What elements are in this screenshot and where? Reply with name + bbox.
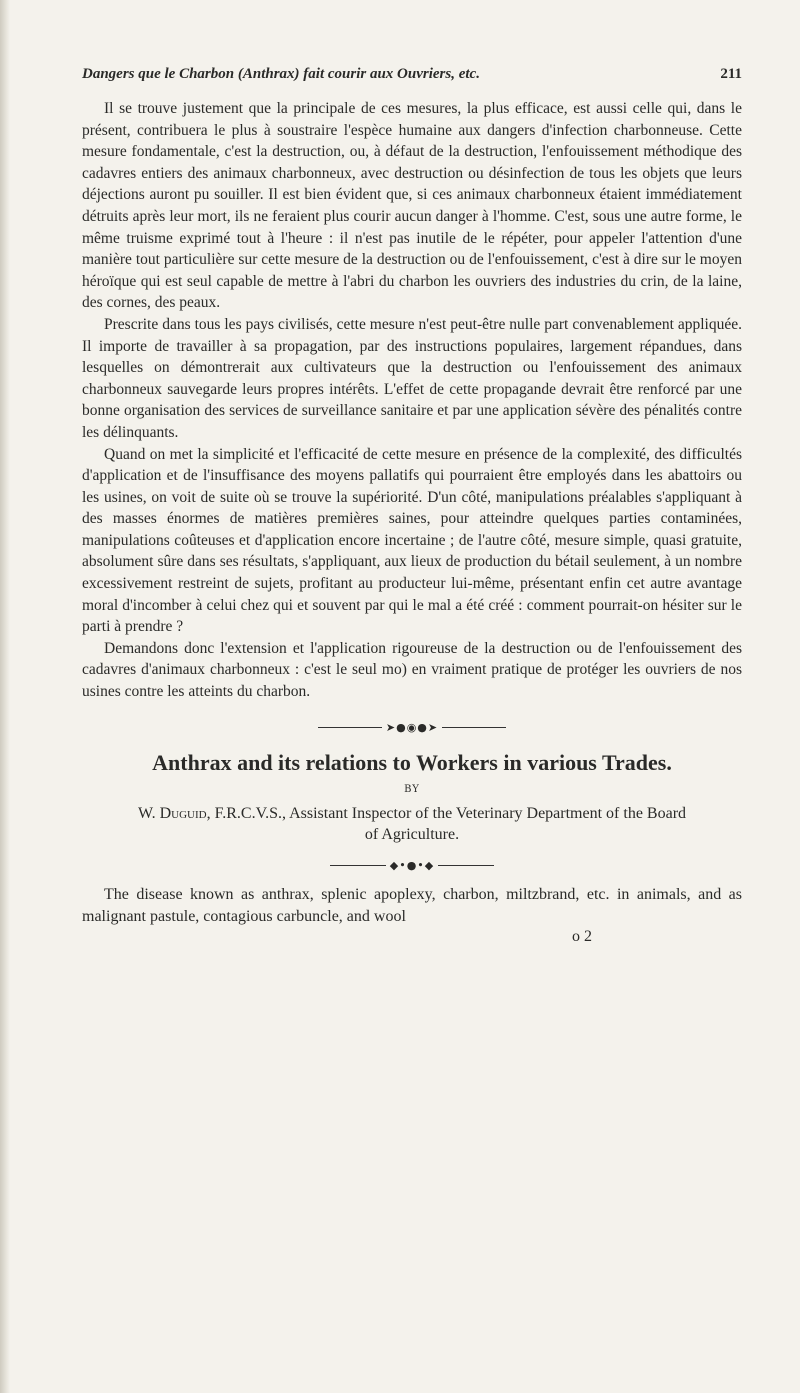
paragraph: Demandons donc l'extension et l'application rigoureuse de la destruction ou de l'enfouissement des cadavres d'animaux charbonneux : c'est le seul mo) en vraiment pratique de protéger les ouvriers de nos usines contre les atteints du charbon.: [82, 639, 742, 701]
paragraph: Prescrite dans tous les pays civilisés, cette mesure n'est peut-être nulle part convenablement appliquée. Il importe de travailler à sa propagation, par des instructions populaires, largement répandues, dans lesquelles on démontrerait aux cultivateurs que la destruction ou l'enfouissement des animaux charbonneux sauvegarde leurs propres intérêts. L'effet de cette propagande devrait être renforcé par une bonne organisation des services de surveillance sanitaire et par une application sévère des pénalités contre les délinquants.: [82, 315, 742, 441]
page-number: 211: [720, 66, 742, 82]
section-divider: [82, 859, 742, 872]
section-divider: [82, 721, 742, 734]
paragraph: Il se trouve justement que la principale de ces mesures, la plus efficace, est aussi celle qui, dans le présent, contribuera le plus à soustraire l'espèce humaine aux dangers d'infection charbonneuse. Cette mesure fondamentale, c'est la destruction, ou, à défaut de la destruction, l'enfouissement méthodique des cadavres entiers des animaux charbonneux, avec destruction ou désinfection de tous les objets que leurs déjections auront pu souiller. Il est bien évident que, si ces animaux charbonneux étaient immédiatement détruits après leur mort, ils ne feraient plus courir aucun danger à l'homme. C'est, sous une autre forme, le même truisme exprimé tout à l'heure : il n'est pas inutile de le répéter, pour appeler l'attention d'une manière tout particulière sur cette mesure de la destruction ou de l'enfouissement, c'est à dire sur le moyen héroïque qui est seul capable de mettre à l'abri du charbon les ouvriers des industries du crin, de la laine, des cornes, des peaux.: [82, 100, 742, 312]
book-page: [82, 66, 742, 946]
divider-ornament: ➤●◉●➤: [385, 720, 439, 734]
divider-rule: [442, 727, 506, 728]
divider-rule: [330, 865, 386, 866]
author-credit: [82, 803, 742, 845]
divider-rule: [438, 865, 494, 866]
page-gutter-shadow: [0, 0, 10, 1393]
english-text: [82, 884, 742, 928]
signature-mark: o 2: [572, 927, 592, 945]
running-header: [82, 66, 742, 88]
author-affiliation: , F.R.C.V.S., Assistant Inspector of the Veterinary Department of the Board of Agriculture.: [206, 804, 687, 843]
divider-ornament: ◆•●•◆: [389, 858, 435, 872]
byline-label: BY: [404, 783, 420, 795]
divider-rule: [318, 727, 382, 728]
running-title: Dangers que le Charbon (Anthrax) fait courir aux Ouvriers, etc.: [82, 66, 480, 82]
french-text: [82, 98, 742, 703]
article-title: Anthrax and its relations to Workers in various Trades.: [152, 749, 672, 775]
author-name: W. Duguid: [137, 804, 207, 822]
paragraph: Quand on met la simplicité et l'efficacité de cette mesure en présence de la complexité, des difficultés d'application et de l'insuffisance des moyens pallatifs qui pourraient être employés dans les abattoirs ou les usines, on voit de suite où se trouve la supériorité. D'un côté, manipulations préalables s'appliquant à des masses énormes de matières premières saines, pour atteindre quelques parties contaminées, manipulations coûteuses et d'application encore incertaine ; de l'autre côté, mesure simple, quasi gratuite, absolument sûre dans ses résultats, s'appliquant, aux lieux de production du bétail seulement, à un nombre excessivement restreint de sujets, profitant au producteur lui-même, présentant enfin cet autre avantage moral d'incomber à celui chez qui et souvent par qui le mal a été créé : comment pourrait-on hésiter sur le parti à prendre ?: [82, 445, 742, 636]
paragraph: The disease known as anthrax, splenic apoplexy, charbon, miltzbrand, etc. in animals, and as malignant pastule, contagious carbuncle, and wool: [82, 885, 742, 925]
